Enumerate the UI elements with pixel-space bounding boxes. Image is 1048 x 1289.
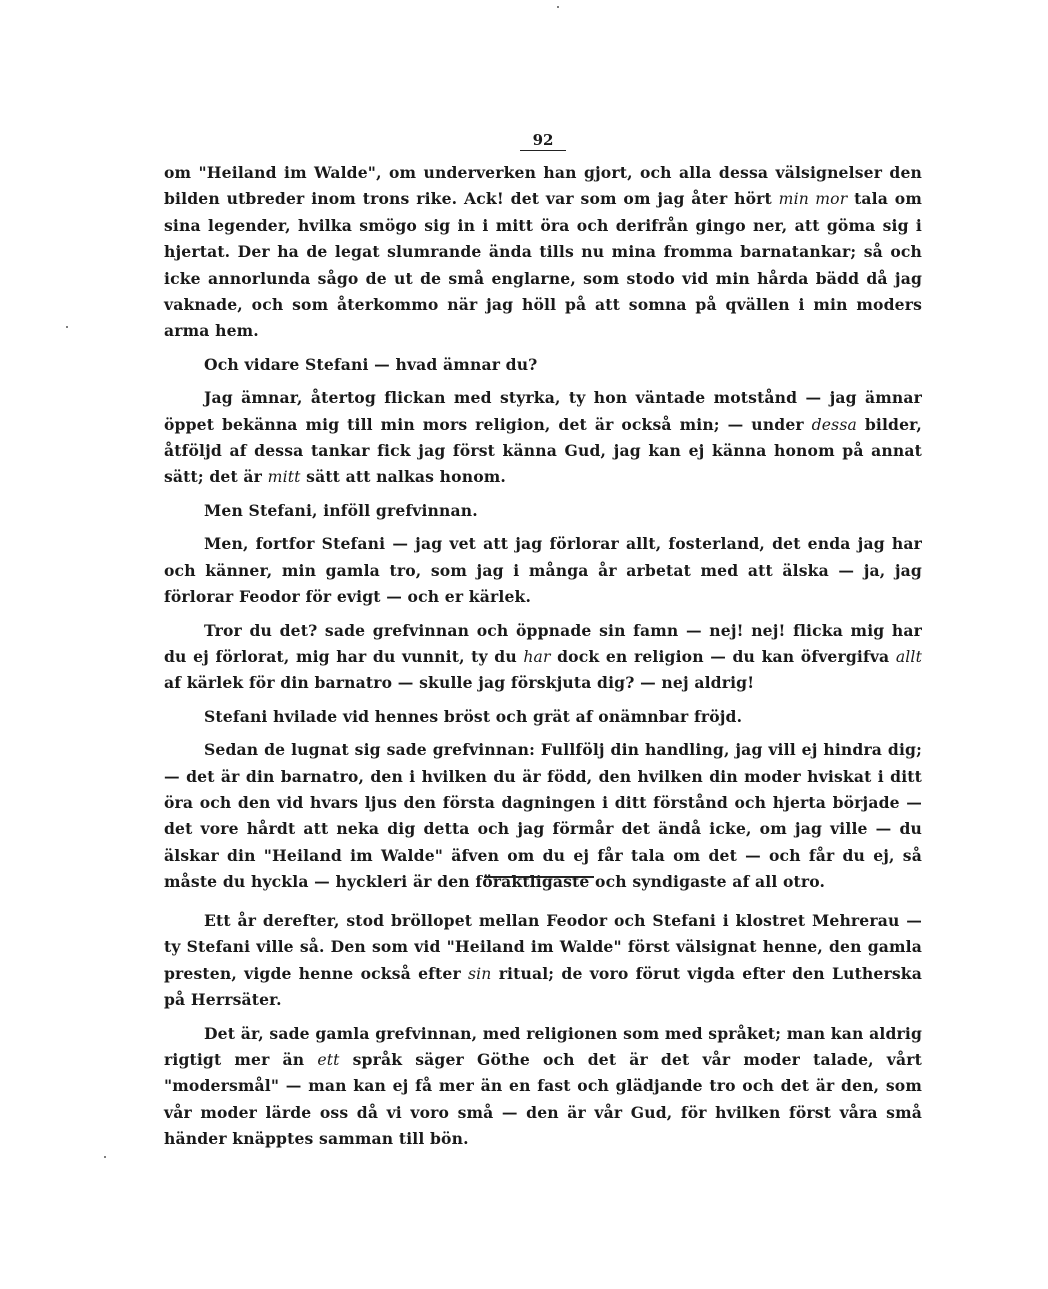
paragraph-p2 (164, 352, 922, 378)
emphasis-text: allt (895, 647, 922, 666)
text-segment: bilder, åtföljd af dessa tankar fick jag först känna Gud, jag kan ej känna honom på annat sätt; det är (164, 414, 922, 487)
paragraph-p5 (164, 531, 922, 610)
text-segment: sätt att nalkas honom. (300, 467, 506, 487)
margin-speck (66, 326, 68, 328)
text-segment: af kärlek för din barnatro — skulle jag förskjuta dig? — nej aldrig! (164, 673, 755, 693)
paragraph-p10 (164, 1021, 922, 1153)
paragraph-p8 (164, 737, 922, 895)
text-segment: tala om sina legender, hvilka smögo sig in i mitt öra och derifrån gingo ner, att göma sig i hjertat. Der ha de legat slumrande ända tills nu mina fromma barnatankar; så och icke annorlunda sågo de ut de små englarne, som stodo vid min hårda bädd då jag vaknade, och som återkommo när jag höll på att somna på qvällen i min moders arma hem. (164, 189, 922, 341)
paragraph-p4 (164, 498, 922, 524)
margin-speck (557, 6, 559, 8)
text-segment: Ett år derefter, stod bröllopet mellan Feodor och Stefani i klostret Mehrerau — ty Stefani ville så. Den som vid "Heiland im Walde" först välsignat henne, den gamla presten, vigde henne också efter (164, 911, 922, 983)
section-divider (484, 876, 594, 878)
text-segment: dock en religion — du kan öfvergifva (550, 646, 896, 666)
text-segment: Sedan de lugnat sig sade grefvinnan: Fullfölj din handling, jag vill ej hindra dig; — det är din barnatro, den i hvilken du är född, den hvilken din moder hviskat i ditt öra och den vid hvars ljus den första dagningen i ditt förstånd och hjerta började — det vore hårdt att neka dig detta och jag förmår det ändå icke, om jag ville — du älskar din "Heiland im Walde" äfven om du ej får tala om det — och får du ej, så måste du hyckla — hyckleri är den föraktligaste och syndigaste af all otro. (164, 740, 922, 892)
text-segment: Det är, sade gamla grefvinnan, med religionen som med språket; man kan aldrig rigtigt mer än (164, 1023, 922, 1070)
paragraph-p3 (164, 385, 922, 491)
paragraph-p9 (164, 908, 922, 1014)
emphasis-text: min mor (778, 190, 848, 209)
text-segment: Stefani hvilade vid hennes bröst och grät af onämnbar fröjd. (204, 706, 743, 726)
emphasis-text: ett (317, 1051, 340, 1070)
emphasis-text: sin (468, 964, 492, 983)
margin-speck (104, 1156, 106, 1158)
text-segment: Jag ämnar, återtog flickan med styrka, ty hon väntade motstånd — jag ämnar öppet bekänna mig till min mors religion, det är också min; — under (164, 388, 922, 434)
body-text-section-2 (164, 908, 922, 1160)
text-segment: Och vidare Stefani — hvad ämnar du? (204, 354, 538, 374)
text-segment: språk säger Göthe och det är det vår moder talade, vårt "modersmål" — man kan ej få mer än en fast och glädjande tro och det är den, som vår moder lärde oss då vi voro små — den är vår Gud, för hvilken först våra små händer knäpptes samman till bön. (164, 1050, 922, 1149)
emphasis-text: dessa (811, 415, 857, 434)
body-text-section-1 (164, 160, 922, 903)
text-segment: Men, fortfor Stefani — jag vet att jag förlorar allt, fosterland, det enda jag har och känner, min gamla tro, som jag i många år arbetat med att älska — ja, jag förlorar Feodor för evigt — och er kärlek. (164, 534, 922, 607)
emphasis-text: mitt (267, 468, 301, 487)
paragraph-p7 (164, 704, 922, 730)
text-segment: Men Stefani, inföll grefvinnan. (204, 500, 478, 520)
page-number: 92 (520, 130, 566, 151)
text-segment: om "Heiland im Walde", om underverken han gjort, och alla dessa välsignelser den bilden utbreder inom trons rike. Ack! det var som om jag åter hört (164, 163, 922, 209)
text-segment: ritual; de voro förut vigda efter den Lutherska på Herrsäter. (164, 963, 922, 1010)
text-segment: Tror du det? sade grefvinnan och öppnade sin famn — nej! nej! flicka mig har du ej förlorat, mig har du vunnit, ty du (164, 620, 922, 666)
paragraph-p1 (164, 160, 922, 345)
paragraph-p6 (164, 618, 922, 697)
emphasis-text: har (523, 647, 551, 666)
